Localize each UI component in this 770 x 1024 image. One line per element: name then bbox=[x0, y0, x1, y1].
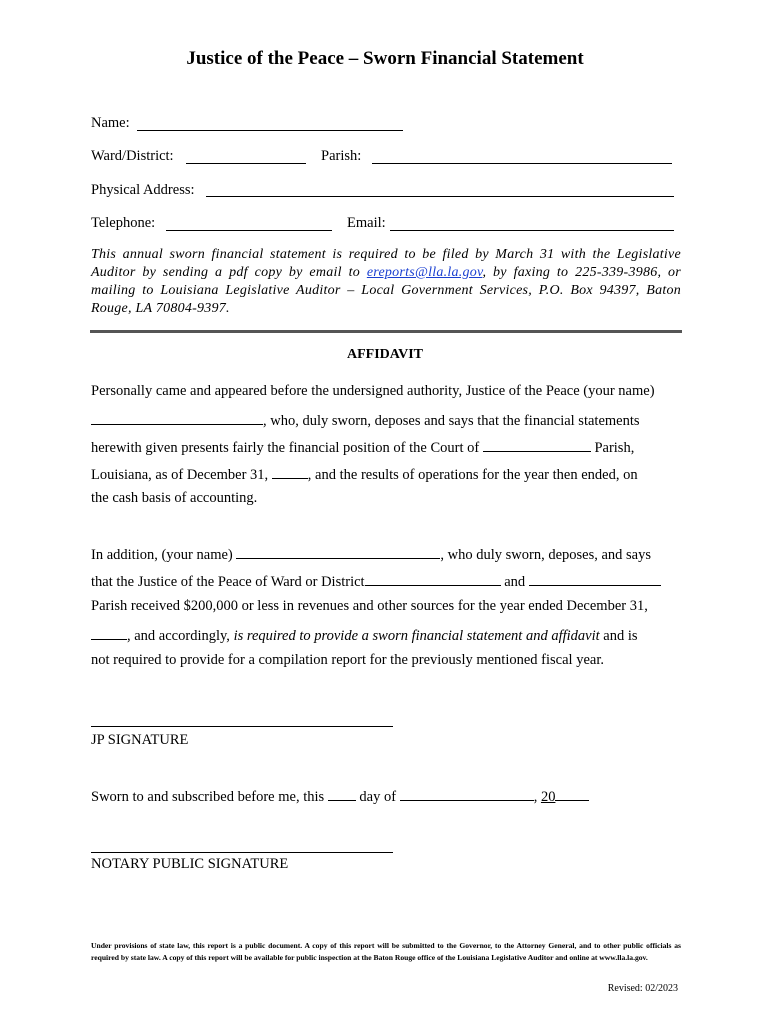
physical-address-underline bbox=[206, 196, 674, 197]
addition-line-3: Parish received $200,000 or less in revenues and other sources for the year ended December 31, bbox=[91, 598, 648, 614]
addition-line-4: , and accordingly, is required to provide a sworn financial statement and affidavit and is bbox=[91, 625, 638, 645]
parish-input[interactable] bbox=[373, 145, 673, 163]
jp-signature-label: JP SIGNATURE bbox=[91, 732, 189, 748]
sworn-subscribed-line: Sworn to and subscribed before me, this day of , 20 bbox=[91, 786, 589, 806]
notary-signature-line[interactable] bbox=[91, 852, 393, 853]
name-label: Name: bbox=[91, 115, 130, 131]
email-underline bbox=[390, 230, 674, 231]
year-prefix: 20 bbox=[540, 789, 556, 805]
ward-district-underline bbox=[186, 163, 306, 164]
affidavit-line-2: , who, duly sworn, deposes and says that the financial statements bbox=[91, 410, 640, 430]
telephone-input[interactable] bbox=[167, 212, 333, 230]
affidavit-line-1: Personally came and appeared before the undersigned authority, Justice of the Peace (your name) bbox=[91, 383, 655, 399]
ward-district-label: Ward/District: bbox=[91, 148, 174, 164]
ereports-email-link[interactable]: ereports@lla.la.gov bbox=[366, 265, 483, 280]
your-name-blank[interactable] bbox=[236, 544, 440, 559]
name-input[interactable] bbox=[138, 112, 404, 130]
parish-underline bbox=[372, 163, 672, 164]
year-blank-1[interactable] bbox=[272, 464, 308, 479]
addition-line-1: In addition, (your name) , who duly sworn, deposes, and says bbox=[91, 544, 651, 564]
addition-line-2: that the Justice of the Peace of Ward or District and bbox=[91, 571, 661, 591]
section-divider bbox=[90, 330, 682, 333]
email-input[interactable] bbox=[391, 212, 675, 230]
revision-date: Revised: 02/2023 bbox=[607, 983, 678, 994]
instructions-text-after: , by faxing to 225-339-3986, or mailing to Louisiana Legislative Auditor – Local Government Services, P.O. Box 94397, Baton Rouge, LA 70804-9397. bbox=[91, 265, 681, 316]
court-parish-blank[interactable] bbox=[483, 437, 591, 452]
notary-signature-label: NOTARY PUBLIC SIGNATURE bbox=[91, 856, 289, 872]
physical-address-label: Physical Address: bbox=[91, 182, 195, 198]
ward-district-input[interactable] bbox=[187, 145, 307, 163]
name-underline bbox=[137, 130, 403, 131]
telephone-underline bbox=[166, 230, 332, 231]
instructions-text-before: This annual sworn financial statement is required to be filed by March 31 with the Legislative Auditor by sending a pdf copy by email to bbox=[91, 247, 681, 280]
jp-name-blank[interactable] bbox=[91, 410, 263, 425]
email-label: Email: bbox=[347, 215, 386, 231]
year-suffix-blank[interactable] bbox=[555, 786, 589, 801]
parish-label: Parish: bbox=[321, 148, 362, 164]
affidavit-line-5: the cash basis of accounting. bbox=[91, 490, 258, 506]
parish-blank[interactable] bbox=[529, 571, 661, 586]
filing-instructions bbox=[91, 246, 681, 318]
page-title: Justice of the Peace – Sworn Financial Statement bbox=[186, 48, 584, 69]
ward-district-blank[interactable] bbox=[365, 571, 501, 586]
physical-address-input[interactable] bbox=[207, 178, 675, 196]
addition-line-5: not required to provide for a compilation report for the previously mentioned fiscal year. bbox=[91, 652, 604, 668]
day-blank[interactable] bbox=[328, 786, 356, 801]
jp-signature-line[interactable] bbox=[91, 726, 393, 727]
public-document-notice: Under provisions of state law, this report is a public document. A copy of this report will be submitted to the Governor, to the Attorney General, and to other public officials as required by state law. A copy of this report will be available for public inspection at the Baton Rouge office of the Louisiana Legislative Auditor and online at www.lla.la.gov. bbox=[91, 941, 681, 962]
month-blank[interactable] bbox=[400, 786, 534, 801]
affidavit-heading: AFFIDAVIT bbox=[347, 347, 423, 362]
year-blank-2[interactable] bbox=[91, 625, 127, 640]
affidavit-line-4: Louisiana, as of December 31, , and the results of operations for the year then ended, on bbox=[91, 464, 638, 484]
affidavit-line-3: herewith given presents fairly the financial position of the Court of Parish, bbox=[91, 437, 634, 457]
telephone-label: Telephone: bbox=[91, 215, 156, 231]
